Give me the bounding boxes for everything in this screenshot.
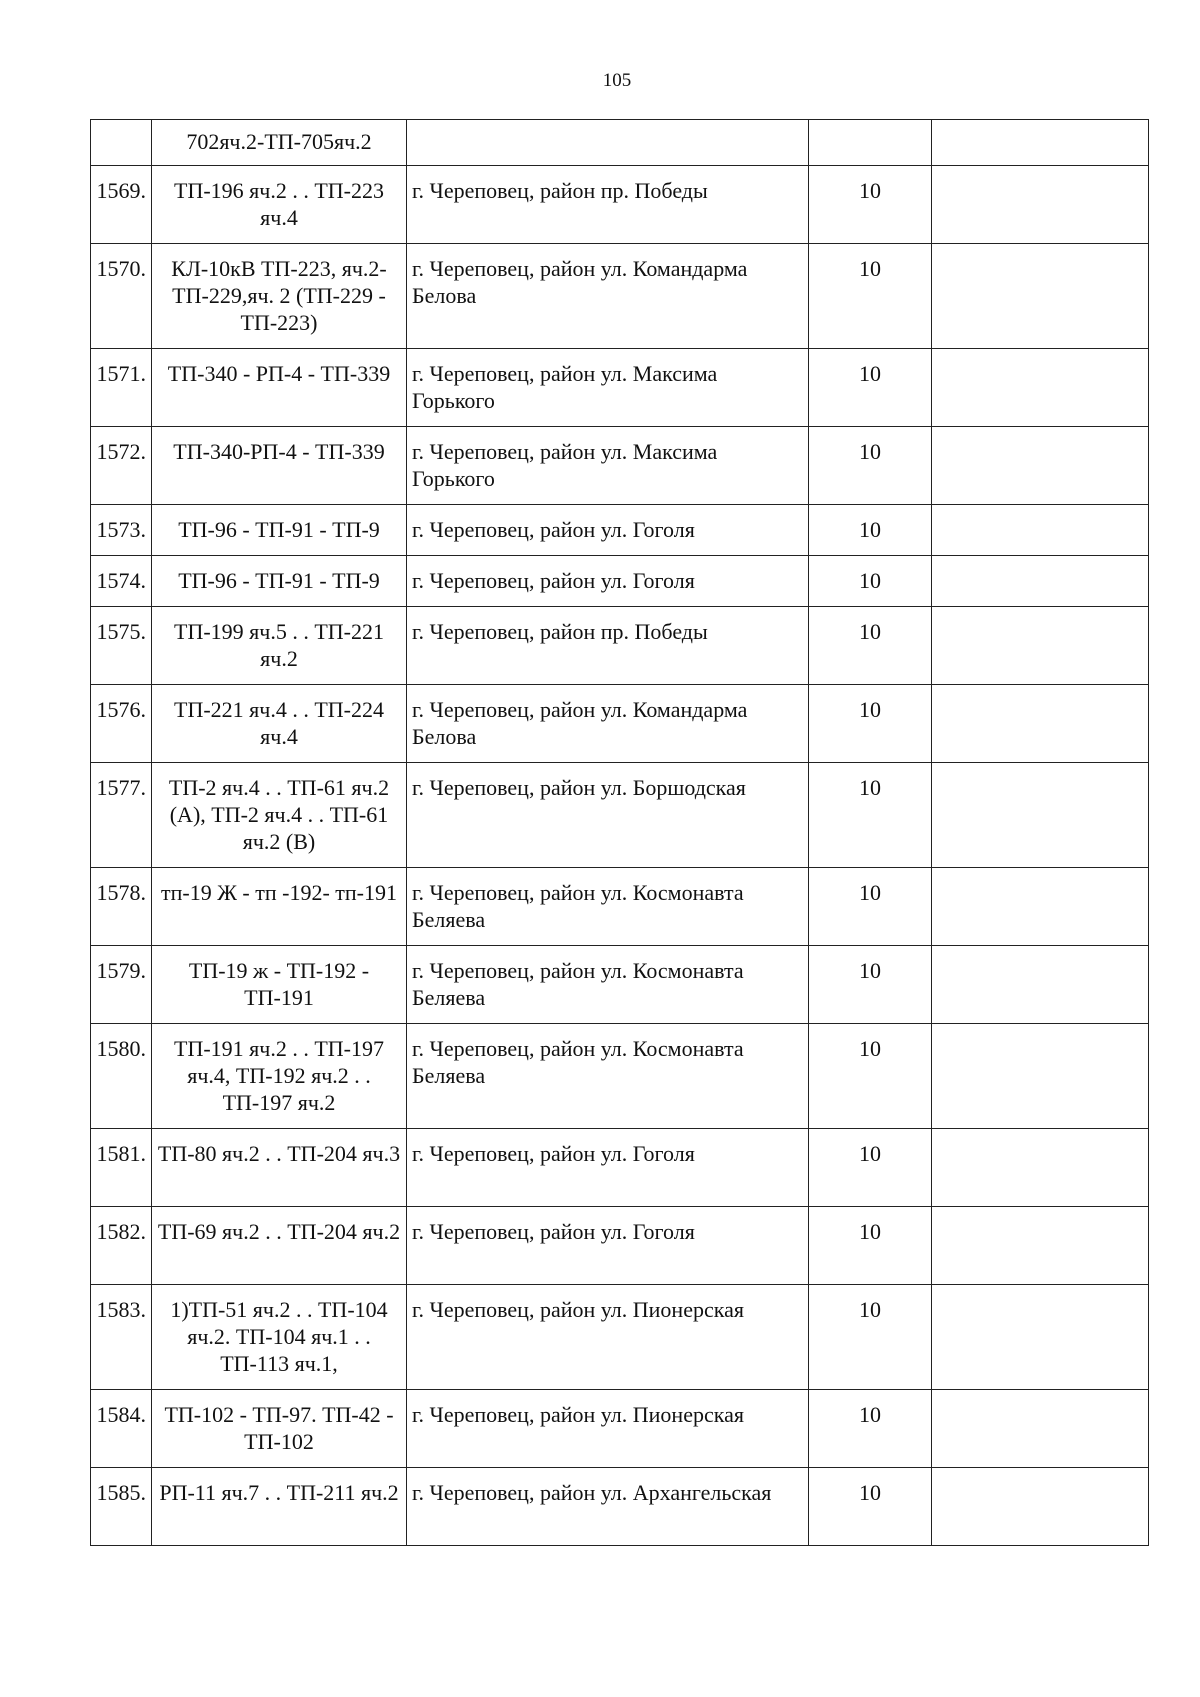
table-row xyxy=(91,427,1149,505)
address-cell: г. Череповец, район ул. Командарма Белова xyxy=(407,244,809,349)
voltage-cell: 10 xyxy=(809,556,932,607)
address-cell: г. Череповец, район ул. Максима Горького xyxy=(407,349,809,427)
line-name-cell: тп-19 Ж - тп -192- тп-191 xyxy=(152,868,407,946)
line-name-cell: ТП-96 - ТП-91 - ТП-9 xyxy=(152,556,407,607)
row-number-cell: 1569. xyxy=(91,166,152,244)
address-cell: г. Череповец, район ул. Гоголя xyxy=(407,1129,809,1207)
row-number-cell: 1584. xyxy=(91,1390,152,1468)
line-name-cell: ТП-221 яч.4 . . ТП-224 яч.4 xyxy=(152,685,407,763)
table-row xyxy=(91,349,1149,427)
extra-cell xyxy=(932,763,1149,868)
line-name-cell: ТП-102 - ТП-97. ТП-42 - ТП-102 xyxy=(152,1390,407,1468)
table-row xyxy=(91,685,1149,763)
voltage-cell: 10 xyxy=(809,166,932,244)
row-number-cell: 1572. xyxy=(91,427,152,505)
extra-cell xyxy=(932,1468,1149,1546)
row-number-cell: 1570. xyxy=(91,244,152,349)
extra-cell xyxy=(932,1207,1149,1285)
voltage-cell: 10 xyxy=(809,1024,932,1129)
line-name-cell: ТП-340 - РП-4 - ТП-339 xyxy=(152,349,407,427)
registry-table xyxy=(90,119,1149,1546)
table-row xyxy=(91,556,1149,607)
table-row xyxy=(91,763,1149,868)
extra-cell xyxy=(932,868,1149,946)
row-number-cell: 1580. xyxy=(91,1024,152,1129)
table-row xyxy=(91,166,1149,244)
row-number-cell: 1585. xyxy=(91,1468,152,1546)
extra-cell xyxy=(932,1024,1149,1129)
table-row xyxy=(91,946,1149,1024)
voltage-cell: 10 xyxy=(809,607,932,685)
extra-cell xyxy=(932,505,1149,556)
table-row xyxy=(91,244,1149,349)
table-row xyxy=(91,607,1149,685)
line-name-cell: ТП-199 яч.5 . . ТП-221 яч.2 xyxy=(152,607,407,685)
page-number: 105 xyxy=(602,70,632,91)
voltage-cell: 10 xyxy=(809,1468,932,1546)
address-cell: г. Череповец, район ул. Космонавта Беляева xyxy=(407,868,809,946)
line-name-cell: 702яч.2-ТП-705яч.2 xyxy=(152,120,407,166)
line-name-cell: ТП-69 яч.2 . . ТП-204 яч.2 xyxy=(152,1207,407,1285)
row-number-cell: 1577. xyxy=(91,763,152,868)
row-number-cell: 1575. xyxy=(91,607,152,685)
row-number-cell: 1571. xyxy=(91,349,152,427)
voltage-cell: 10 xyxy=(809,1390,932,1468)
voltage-cell: 10 xyxy=(809,244,932,349)
voltage-cell: 10 xyxy=(809,505,932,556)
voltage-cell: 10 xyxy=(809,685,932,763)
row-number-cell: 1574. xyxy=(91,556,152,607)
voltage-cell: 10 xyxy=(809,1207,932,1285)
extra-cell xyxy=(932,244,1149,349)
extra-cell xyxy=(932,556,1149,607)
row-number-cell: 1579. xyxy=(91,946,152,1024)
address-cell: г. Череповец, район пр. Победы xyxy=(407,166,809,244)
table-row xyxy=(91,505,1149,556)
table-row xyxy=(91,1129,1149,1207)
address-cell: г. Череповец, район ул. Гоголя xyxy=(407,556,809,607)
table-row xyxy=(91,1390,1149,1468)
line-name-cell: 1)ТП-51 яч.2 . . ТП-104 яч.2. ТП-104 яч.1 . . ТП-113 яч.1, xyxy=(152,1285,407,1390)
voltage-cell: 10 xyxy=(809,868,932,946)
table-row xyxy=(91,1468,1149,1546)
line-name-cell: ТП-191 яч.2 . . ТП-197 яч.4, ТП-192 яч.2 . . ТП-197 яч.2 xyxy=(152,1024,407,1129)
line-name-cell: КЛ-10кВ ТП-223, яч.2-ТП-229,яч. 2 (ТП-229 - ТП-223) xyxy=(152,244,407,349)
extra-cell xyxy=(932,1285,1149,1390)
row-number-cell: 1583. xyxy=(91,1285,152,1390)
address-cell: г. Череповец, район ул. Боршодская xyxy=(407,763,809,868)
address-cell: г. Череповец, район ул. Максима Горького xyxy=(407,427,809,505)
extra-cell xyxy=(932,427,1149,505)
registry-table-body xyxy=(91,120,1149,1546)
line-name-cell: ТП-2 яч.4 . . ТП-61 яч.2 (А), ТП-2 яч.4 . . ТП-61 яч.2 (В) xyxy=(152,763,407,868)
address-cell xyxy=(407,120,809,166)
extra-cell xyxy=(932,685,1149,763)
address-cell: г. Череповец, район ул. Командарма Белова xyxy=(407,685,809,763)
row-number-cell: 1582. xyxy=(91,1207,152,1285)
voltage-cell: 10 xyxy=(809,1129,932,1207)
row-number-cell: 1578. xyxy=(91,868,152,946)
address-cell: г. Череповец, район ул. Гоголя xyxy=(407,505,809,556)
voltage-cell: 10 xyxy=(809,946,932,1024)
table-row xyxy=(91,1207,1149,1285)
address-cell: г. Череповец, район ул. Космонавта Беляева xyxy=(407,946,809,1024)
extra-cell xyxy=(932,946,1149,1024)
table-row xyxy=(91,868,1149,946)
voltage-cell: 10 xyxy=(809,427,932,505)
table-row xyxy=(91,1285,1149,1390)
address-cell: г. Череповец, район ул. Космонавта Беляева xyxy=(407,1024,809,1129)
row-number-cell: 1581. xyxy=(91,1129,152,1207)
address-cell: г. Череповец, район ул. Пионерская xyxy=(407,1285,809,1390)
address-cell: г. Череповец, район ул. Архангельская xyxy=(407,1468,809,1546)
table-row xyxy=(91,120,1149,166)
address-cell: г. Череповец, район ул. Гоголя xyxy=(407,1207,809,1285)
address-cell: г. Череповец, район пр. Победы xyxy=(407,607,809,685)
extra-cell xyxy=(932,607,1149,685)
line-name-cell: ТП-196 яч.2 . . ТП-223 яч.4 xyxy=(152,166,407,244)
line-name-cell: ТП-19 ж - ТП-192 - ТП-191 xyxy=(152,946,407,1024)
voltage-cell: 10 xyxy=(809,763,932,868)
row-number-cell: 1576. xyxy=(91,685,152,763)
voltage-cell xyxy=(809,120,932,166)
extra-cell xyxy=(932,349,1149,427)
line-name-cell: ТП-340-РП-4 - ТП-339 xyxy=(152,427,407,505)
voltage-cell: 10 xyxy=(809,349,932,427)
extra-cell xyxy=(932,1390,1149,1468)
line-name-cell: ТП-96 - ТП-91 - ТП-9 xyxy=(152,505,407,556)
line-name-cell: ТП-80 яч.2 . . ТП-204 яч.3 xyxy=(152,1129,407,1207)
extra-cell xyxy=(932,166,1149,244)
extra-cell xyxy=(932,120,1149,166)
voltage-cell: 10 xyxy=(809,1285,932,1390)
extra-cell xyxy=(932,1129,1149,1207)
table-row xyxy=(91,1024,1149,1129)
address-cell: г. Череповец, район ул. Пионерская xyxy=(407,1390,809,1468)
row-number-cell: 1573. xyxy=(91,505,152,556)
row-number-cell xyxy=(91,120,152,166)
line-name-cell: РП-11 яч.7 . . ТП-211 яч.2 xyxy=(152,1468,407,1546)
